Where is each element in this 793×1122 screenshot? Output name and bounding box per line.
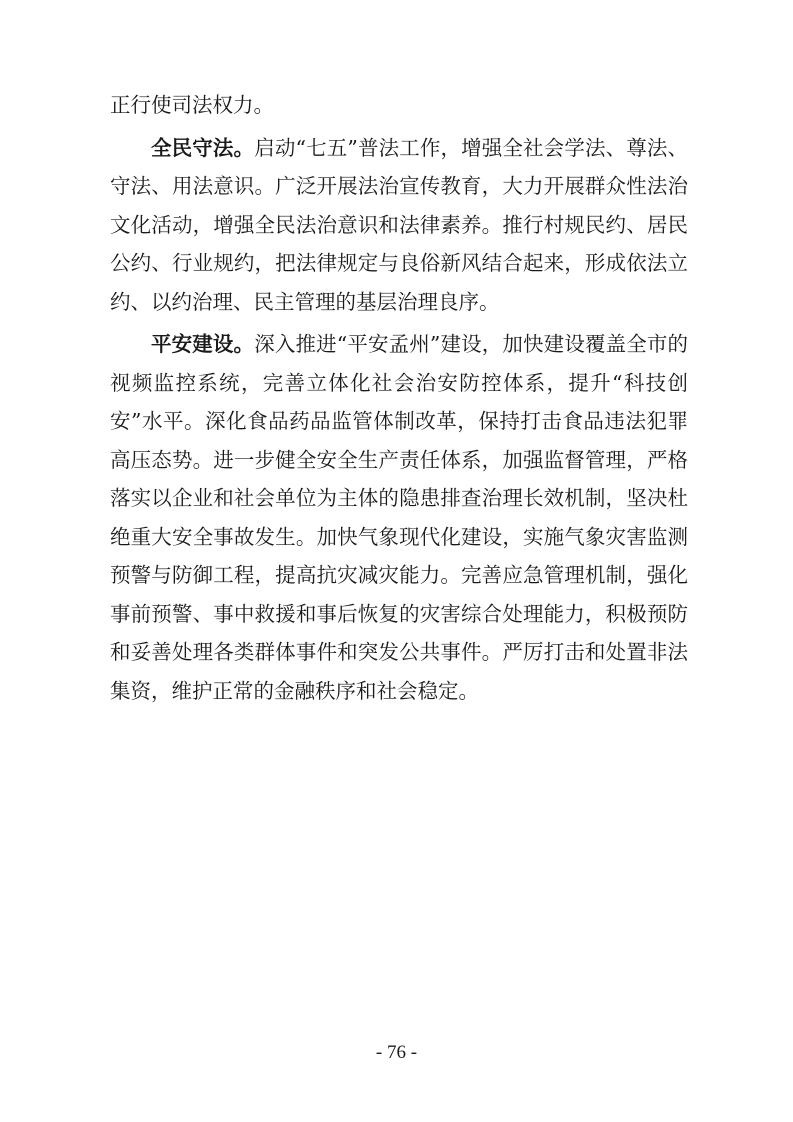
- paragraph-heading: 平安建设。: [151, 332, 255, 356]
- paragraph-heading: 全民守法。: [151, 135, 255, 160]
- paragraph-text: 深入推进“平安孟州”建设，加快建设覆盖全市的视频监控系统，完善立体化社会治安防控体系，提升“科技创安”水平。深化食品药品监管体制改革，保持打击食品违法犯罪高压态势。进一步健全安全生产责任体系，加强监督管理，严格落实以企业和社会单位为主体的隐患排查治理长效机制，坚决杜绝重大安全事故发生。加快气象现代化建设，实施气象灾害监测预警与防御工程，提高抗灾减灾能力。完善应急管理机制，强化事前预警、事中救援和事后恢复的灾害综合处理能力，积极预防和妥善处理各类群体事件和突发公共事件。严厉打击和处置非法集资，维护正常的金融秩序和社会稳定。: [110, 332, 688, 703]
- paragraph-safety-construction: [110, 325, 688, 710]
- paragraph-text: 正行使司法权力。: [110, 93, 274, 117]
- paragraph-text: 启动“七五”普法工作，增强全社会学法、尊法、守法、用法意识。广泛开展法治宣传教育，大力开展群众性法治文化活动，增强全民法治意识和法律素养。推行村规民约、居民公约、行业规约，把法律规定与良俗新风结合起来，形成依法立约、以约治理、民主管理的基层治理良序。: [110, 135, 688, 314]
- document-body: [110, 86, 688, 714]
- page-number: - 76 -: [375, 1042, 418, 1063]
- paragraph-law-abiding: [110, 129, 688, 322]
- paragraph-continuation: [110, 86, 688, 125]
